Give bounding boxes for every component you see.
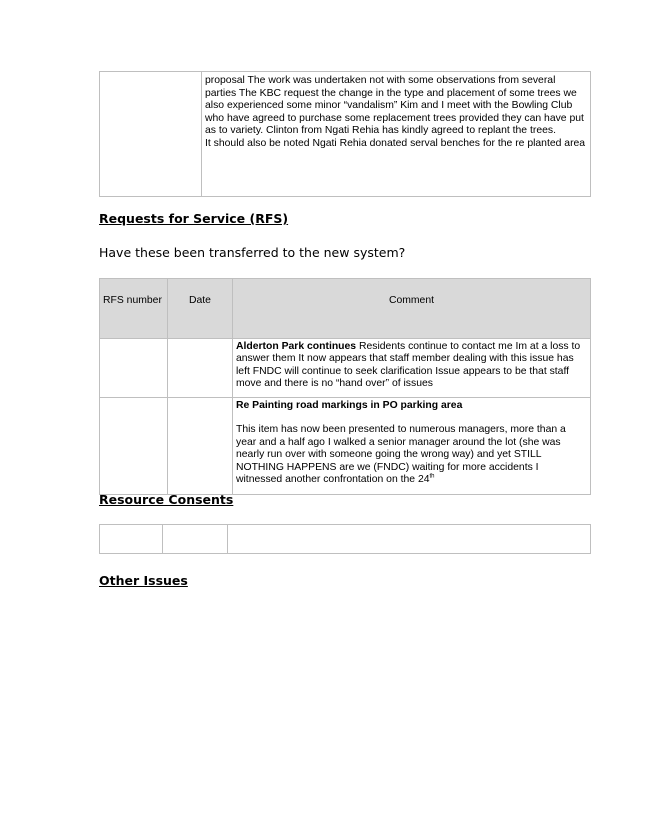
column-header-comment: Comment <box>233 279 591 339</box>
resource-consents-heading: Resource Consents <box>99 492 234 507</box>
notes-paragraph-1: proposal The work was undertaken not with some observations from several parties The KBC request the change in the type and placement of some trees we also experienced some minor “vandalism” Kim and I meet with the Bowling Club who have agreed to purchase some replacement trees provided they can have put as to variety. Clinton from Ngati Rehia has kindly agreed to replant the trees. <box>205 75 584 137</box>
table-row <box>100 339 591 398</box>
comment-text <box>236 341 587 391</box>
comment-cell <box>233 339 591 398</box>
date-cell <box>168 398 233 495</box>
table-row <box>100 525 591 554</box>
empty-cell <box>228 525 591 554</box>
comment-cell <box>233 398 591 495</box>
notes-paragraph-2: It should also be noted Ngati Rehia donated serval benches for the re planted area <box>205 137 586 149</box>
rfs-number-cell <box>100 339 168 398</box>
column-header-date: Date <box>168 279 233 339</box>
empty-cell <box>163 525 228 554</box>
notes-cell <box>202 72 591 197</box>
rfs-heading: Requests for Service (RFS) <box>99 211 289 226</box>
table-row <box>100 398 591 495</box>
table-row <box>100 72 591 197</box>
ordinal-suffix: th <box>429 473 435 480</box>
other-issues-heading: Other Issues <box>99 573 188 588</box>
comment-title-text: Re Painting road markings in PO parking area <box>236 400 463 411</box>
comment-body: Residents continue to contact me Im at a loss to answer them It now appears that staff member dealing with this issue has left FNDC will continue to seek clarification Issue appears to be that staff move and there is no “hand over” of issues <box>236 341 581 390</box>
rfs-number-cell <box>100 398 168 495</box>
empty-cell <box>100 525 163 554</box>
empty-cell <box>100 72 202 197</box>
column-header-rfs-number: RFS number <box>100 279 168 339</box>
rfs-table <box>99 278 591 495</box>
comment-body-text: This item has now been presented to numerous managers, more than a year and a half ago I walked a senior manager around the lot (she was nearly run over with someone going the wrong way) and yet STILL NOTHING HAPPENS are we (FNDC) waiting for more accidents I witnessed another confrontation on the 24 <box>236 424 566 486</box>
comment-body <box>236 424 587 486</box>
continuation-table <box>99 71 591 197</box>
comment-title <box>236 400 587 412</box>
comment-title: Alderton Park continues <box>236 341 357 352</box>
date-cell <box>168 339 233 398</box>
table-header-row <box>100 279 591 339</box>
rfs-question: Have these been transferred to the new system? <box>99 245 406 260</box>
resource-consents-table <box>99 524 591 554</box>
